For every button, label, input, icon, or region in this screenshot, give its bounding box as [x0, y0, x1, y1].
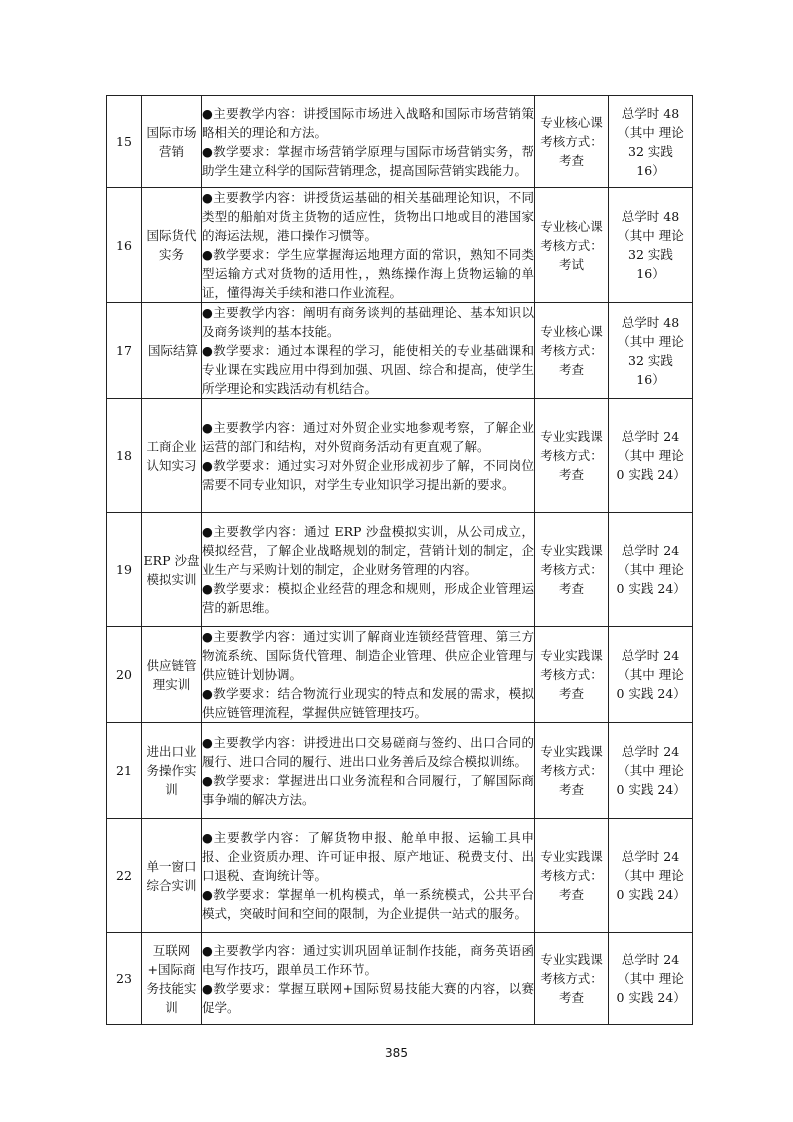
course-number: 23	[107, 933, 142, 1025]
course-number: 16	[107, 188, 142, 303]
teaching-requirement: ●教学要求：掌握市场营销学原理与国际市场营销实务，帮助学生建立科学的国际营销理念，提高国际营销实践能力。	[202, 143, 534, 178]
course-content	[202, 188, 535, 303]
course-content	[202, 303, 535, 399]
course-type: 专业实践课考核方式：考查	[535, 723, 609, 819]
table-row	[107, 627, 693, 723]
table-row	[107, 303, 693, 399]
course-name: ERP 沙盘模拟实训	[143, 552, 200, 587]
table-row	[107, 819, 693, 933]
course-type: 专业实践课考核方式：考查	[535, 627, 609, 723]
course-hours: 总学时 24（其中 理论 0 实践 24）	[616, 849, 686, 902]
course-hours: 总学时 24（其中 理论 0 实践 24）	[616, 543, 686, 596]
teaching-requirement: ●教学要求：通过本课程的学习，能使相关的专业基础课和专业课在实践应用中得到加强、巩固、综合和提高，使学生所学理论和实践活动有机结合。	[202, 343, 534, 396]
course-number: 21	[107, 723, 142, 819]
course-hours: 总学时 48（其中 理论 32 实践 16）	[617, 105, 684, 178]
course-hours: 总学时 24（其中 理论 0 实践 24）	[616, 429, 686, 482]
course-name: 互联网+国际商务技能实训	[146, 942, 197, 1015]
course-content	[202, 399, 535, 513]
course-number: 20	[107, 627, 142, 723]
teaching-content: ●主要教学内容：通过对外贸企业实地参观考察，了解企业运营的部门和结构，对外贸商务活动有更直观了解。	[202, 419, 534, 454]
course-type: 专业实践课考核方式：考查	[535, 933, 609, 1025]
course-number: 19	[107, 513, 142, 627]
course-content	[202, 723, 535, 819]
course-hours: 总学时 24（其中 理论 0 实践 24）	[616, 648, 686, 701]
teaching-requirement: ●教学要求：学生应掌握海运地理方面的常识，熟知不同类型运输方式对货物的适用性，，熟练操作海上货物运输的单证，懂得海关手续和港口作业流程。	[202, 247, 534, 300]
course-number: 15	[107, 96, 142, 188]
teaching-requirement: ●教学要求：结合物流行业现实的特点和发展的需求，模拟供应链管理流程，掌握供应链管理技巧。	[202, 686, 534, 720]
course-type: 专业核心课考核方式：考查	[535, 303, 609, 399]
teaching-content: ●主要教学内容：讲授货运基础的相关基础理论知识，不同类型的船舶对货主货物的适应性，货物出口地或目的港国家的海运法规，港口操作习惯等。	[202, 190, 534, 243]
course-number: 22	[107, 819, 142, 933]
table-row	[107, 188, 693, 303]
teaching-content: ●主要教学内容：通过 ERP 沙盘模拟实训，从公司成立，模拟经营，了解企业战略规划的制定，营销计划的制定，企业生产与采购计划的制定，企业财务管理的内容。	[202, 524, 534, 577]
course-content	[202, 627, 535, 723]
course-type: 专业核心课考核方式：考试	[535, 188, 609, 303]
course-hours: 总学时 24（其中 理论 0 实践 24）	[616, 952, 686, 1005]
teaching-content: ●主要教学内容：讲授国际市场进入战略和国际市场营销策略相关的理论和方法。	[202, 105, 534, 140]
course-name: 国际市场营销	[146, 124, 197, 159]
course-hours: 总学时 24（其中 理论 0 实践 24）	[616, 744, 686, 797]
teaching-requirement: ●教学要求：掌握单一机构模式，单一系统模式，公共平台模式，突破时间和空间的限制，为企业提供一站式的服务。	[202, 887, 534, 921]
teaching-content: ●主要教学内容：通过实训巩固单证制作技能，商务英语函电写作技巧，跟单员工作环节。	[202, 942, 534, 977]
course-name: 单一窗口综合实训	[146, 858, 197, 893]
course-number: 17	[107, 303, 142, 399]
teaching-requirement: ●教学要求：通过实习对外贸企业形成初步了解，不同岗位需要不同专业知识，对学生专业知识学习提出新的要求。	[202, 457, 534, 492]
course-type: 专业实践课考核方式：考查	[535, 513, 609, 627]
teaching-content: ●主要教学内容：通过实训了解商业连锁经营管理、第三方物流系统、国际货代管理、制造企业管理、供应企业管理与供应链计划协调。	[202, 629, 534, 682]
course-hours: 总学时 48（其中 理论 32 实践 16）	[617, 209, 684, 281]
course-name: 国际结算	[147, 343, 198, 358]
course-content	[202, 933, 535, 1025]
table-row	[107, 933, 693, 1025]
page-number: 385	[385, 1046, 408, 1060]
teaching-requirement: ●教学要求：模拟企业经营的理念和规则，形成企业管理运营的新思维。	[202, 581, 534, 615]
table-row	[107, 513, 693, 627]
table-row	[107, 96, 693, 188]
course-hours: 总学时 48（其中 理论 32 实践 16）	[617, 314, 684, 387]
teaching-content: ●主要教学内容：了解货物申报、舱单申报、运输工具申报、企业资质办理、许可证申报、原产地证、税费支付、出口退税、查询统计等。	[202, 830, 534, 883]
course-type: 专业实践课考核方式：考查	[535, 819, 609, 933]
teaching-content: ●主要教学内容：阐明有商务谈判的基础理论、基本知识以及商务谈判的基本技能。	[202, 305, 534, 339]
teaching-content: ●主要教学内容：讲授进出口交易磋商与签约、出口合同的履行、进口合同的履行、进出口业务善后及综合模拟训练。	[202, 734, 534, 769]
course-name: 供应链管理实训	[146, 657, 197, 692]
course-content	[202, 819, 535, 933]
course-name: 国际货代实务	[146, 228, 197, 262]
course-content	[202, 513, 535, 627]
course-name: 进出口业务操作实训	[146, 744, 197, 797]
course-name: 工商企业认知实习	[146, 438, 197, 473]
teaching-requirement: ●教学要求：掌握互联网+国际贸易技能大赛的内容，以赛促学。	[202, 980, 534, 1015]
course-type: 专业实践课考核方式：考查	[535, 399, 609, 513]
course-content	[202, 96, 535, 188]
table-row	[107, 723, 693, 819]
course-number: 18	[107, 399, 142, 513]
teaching-requirement: ●教学要求：掌握进出口业务流程和合同履行，了解国际商事争端的解决方法。	[202, 772, 534, 807]
curriculum-table	[106, 95, 693, 1025]
course-type: 专业核心课考核方式：考查	[535, 96, 609, 188]
table-row	[107, 399, 693, 513]
